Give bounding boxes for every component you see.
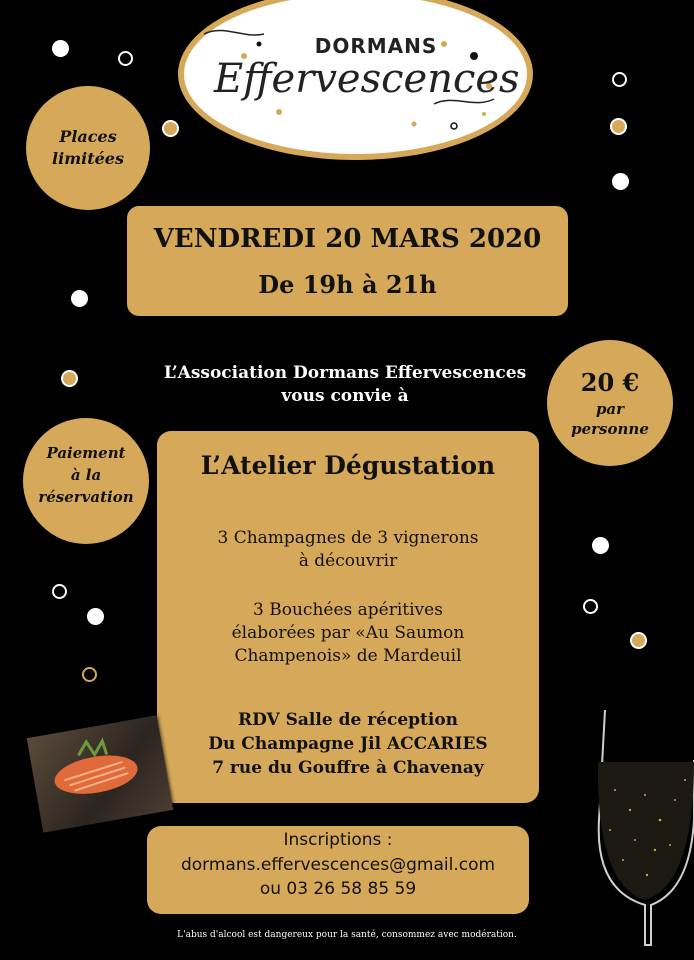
inscriptions-box	[147, 826, 529, 914]
logo-script-word: Effervescences	[214, 56, 520, 102]
decor-dot	[52, 40, 69, 57]
decor-dot	[583, 599, 598, 614]
decor-dot	[71, 290, 88, 307]
decor-dot	[630, 632, 647, 649]
logo	[178, 0, 533, 160]
decor-dot	[52, 584, 67, 599]
decor-dot	[118, 51, 133, 66]
item2-line3: Champenois» de Mardeuil	[234, 645, 462, 666]
intro	[130, 362, 560, 408]
decor-dot	[162, 120, 179, 137]
inscriptions-email[interactable]: dormans.effervescences@gmail.com	[180, 854, 496, 875]
date-box	[127, 206, 568, 316]
item2	[157, 599, 539, 668]
price-value: 20 €	[580, 368, 640, 397]
event-date: VENDREDI 20 MARS 2020	[153, 224, 542, 254]
decor-dot	[87, 608, 104, 625]
venue	[157, 709, 539, 780]
venue-line3: 7 rue du Gouffre à Chavenay	[212, 757, 484, 778]
places-limited-badge	[26, 86, 150, 210]
price-unit-line1: par	[595, 400, 625, 418]
item1-line2: à découvrir	[298, 550, 398, 571]
price-badge	[547, 340, 673, 466]
item2-line1: 3 Bouchées apéritives	[253, 600, 443, 620]
item2-line2: élaborées par «Au Saumon	[231, 622, 465, 643]
payment-line2: à la	[70, 466, 102, 484]
places-limited-text: Places limitées	[52, 126, 124, 168]
champagne-glass-icon	[585, 700, 694, 950]
salmon-photo	[27, 715, 174, 832]
venue-line1: RDV Salle de réception	[237, 710, 459, 730]
decor-dot	[592, 537, 609, 554]
event-time: De 19h à 21h	[258, 270, 437, 299]
intro-line2: vous convie à	[281, 385, 409, 406]
decor-dot	[82, 667, 97, 682]
decor-dot	[610, 118, 627, 135]
payment-line3: réservation	[38, 488, 134, 506]
item1-line1: 3 Champagnes de 3 vignerons	[217, 528, 479, 548]
salmon-icon	[27, 715, 174, 832]
venue-line2: Du Champagne Jil ACCARIES	[208, 733, 488, 754]
main-title: L’Atelier Dégustation	[200, 451, 496, 480]
decor-dot	[61, 370, 78, 387]
decor-dot	[612, 72, 627, 87]
inscriptions-phone[interactable]: ou 03 26 58 85 59	[259, 879, 417, 900]
logo-top-word: DORMANS	[314, 34, 438, 58]
item1	[157, 527, 539, 573]
price-unit-line2: personne	[571, 420, 649, 438]
payment-badge	[23, 418, 149, 544]
intro-line1: L’Association Dormans Effervescences	[163, 363, 527, 383]
alcohol-disclaimer: L'abus d'alcool est dangereux pour la santé, consommez avec modération.	[177, 930, 517, 940]
inscriptions-label: Inscriptions :	[283, 830, 393, 850]
payment-line1: Paiement	[46, 444, 126, 462]
main-box	[157, 431, 539, 803]
decor-dot	[612, 173, 629, 190]
